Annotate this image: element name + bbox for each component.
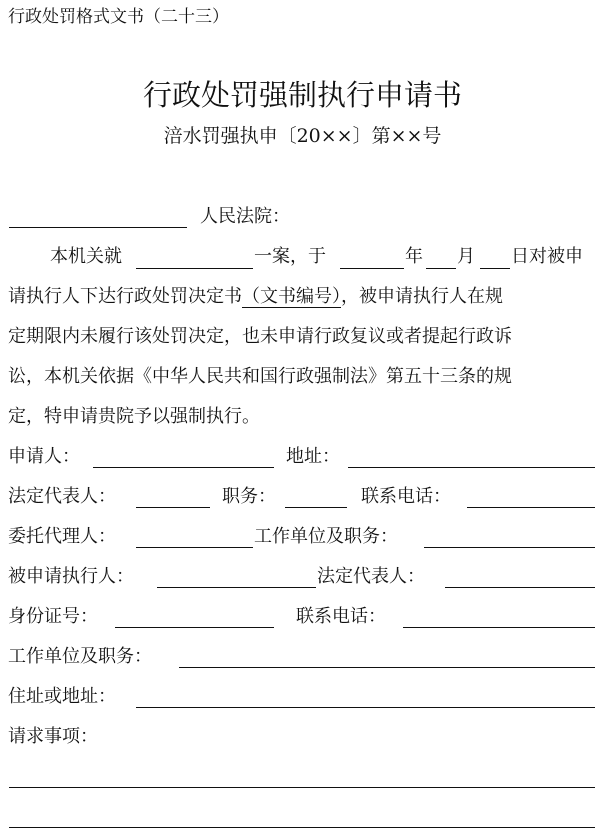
body-l2-a: 请执行人下达行政处罚决定书: [8, 286, 242, 307]
request-line-2[interactable]: [9, 827, 595, 828]
respondent-blank[interactable]: [157, 587, 316, 588]
phone-label: 联系电话：: [361, 486, 451, 507]
body-l1-b: 一案，于: [254, 246, 326, 267]
position-label: 职务：: [222, 486, 276, 507]
respondent-legal-rep-label: 法定代表人：: [317, 566, 425, 587]
respondent-phone-blank[interactable]: [403, 627, 595, 628]
respondent-work-unit-blank[interactable]: [179, 667, 595, 668]
request-line-1[interactable]: [9, 787, 595, 788]
agent-blank[interactable]: [136, 547, 253, 548]
case-name-blank[interactable]: [136, 268, 253, 269]
agent-work-unit-label: 工作单位及职务：: [254, 526, 398, 547]
court-suffix: 人民法院：: [200, 206, 290, 227]
position-blank[interactable]: [285, 507, 347, 508]
residence-blank[interactable]: [136, 707, 595, 708]
body-l1-a: 本机关就: [50, 246, 122, 267]
respondent-legal-rep-blank[interactable]: [445, 587, 595, 588]
respondent-work-unit-label: 工作单位及职务：: [8, 646, 152, 667]
court-name-blank[interactable]: [9, 227, 187, 228]
agent-work-unit-blank[interactable]: [424, 547, 595, 548]
id-number-blank[interactable]: [115, 627, 274, 628]
legal-rep-label: 法定代表人：: [8, 486, 116, 507]
document-series-label: 行政处罚格式文书（二十三）: [8, 7, 229, 27]
address-blank[interactable]: [348, 467, 595, 468]
year-blank[interactable]: [340, 268, 404, 269]
agent-label: 委托代理人：: [8, 526, 116, 547]
month-blank[interactable]: [426, 268, 456, 269]
request-label: 请求事项：: [8, 726, 98, 747]
applicant-label: 申请人：: [8, 446, 80, 467]
phone-blank[interactable]: [467, 507, 595, 508]
address-label: 地址：: [286, 446, 340, 467]
day-blank[interactable]: [480, 268, 510, 269]
document-number: 涪水罚强执申〔20××〕第××号: [163, 125, 442, 147]
residence-label: 住址或地址：: [8, 686, 116, 707]
body-l3: 定期限内未履行该处罚决定，也未申请行政复议或者提起行政诉: [8, 326, 512, 347]
body-l4: 讼，本机关依据《中华人民共和国行政强制法》第五十三条的规: [8, 366, 512, 387]
applicant-blank[interactable]: [93, 467, 274, 468]
document-number-blank[interactable]: （文书编号）: [242, 286, 341, 307]
respondent-label: 被申请执行人：: [8, 566, 134, 587]
id-number-label: 身份证号：: [8, 606, 98, 627]
body-l1-month: 月: [457, 246, 475, 267]
body-l1-c: 日对被申: [511, 246, 583, 267]
body-l2-b: ，被申请执行人在规: [341, 286, 503, 307]
legal-rep-blank[interactable]: [136, 507, 210, 508]
body-l5: 定，特申请贵院予以强制执行。: [8, 406, 260, 427]
respondent-phone-label: 联系电话：: [296, 606, 386, 627]
body-l1-year: 年: [405, 246, 423, 267]
document-title: 行政处罚强制执行申请书: [142, 78, 462, 112]
